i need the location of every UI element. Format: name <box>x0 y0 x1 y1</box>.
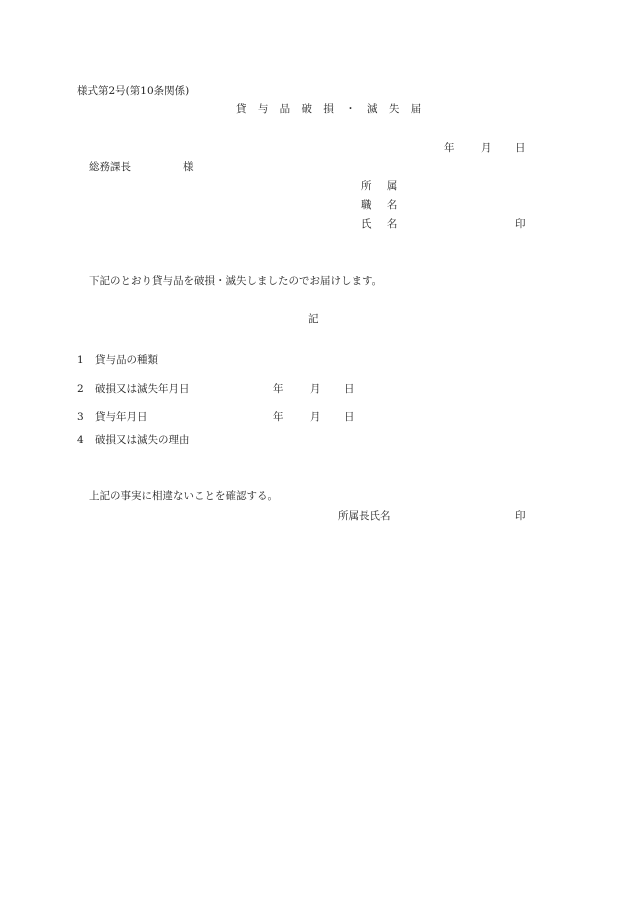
chief-name-label: 所属長氏名 <box>338 510 391 522</box>
item-day-label: 日 <box>344 411 355 423</box>
affiliation-label: 所 属 <box>361 180 404 192</box>
addressee-name: 総務課長 <box>89 161 131 173</box>
position-label: 職 名 <box>361 199 404 211</box>
addressee-honorific: 様 <box>183 161 194 173</box>
item-label: 貸与年月日 <box>95 411 148 423</box>
item-label: 破損又は滅失年月日 <box>95 383 190 395</box>
item-number: 1 <box>77 354 84 366</box>
item-number: 3 <box>77 411 84 423</box>
document-title: 貸 与 品 破 損 ・ 滅 失 届 <box>236 103 426 115</box>
item-day-label: 日 <box>344 383 355 395</box>
item-month-label: 月 <box>310 411 321 423</box>
item-label: 貸与品の種類 <box>95 354 158 366</box>
date-year-label: 年 <box>444 142 455 154</box>
item-year-label: 年 <box>273 411 284 423</box>
confirmation-text: 上記の事実に相違ないことを確認する。 <box>89 490 278 502</box>
item-label: 破損又は滅失の理由 <box>95 434 190 446</box>
body-text: 下記のとおり貸与品を破損・滅失しましたのでお届けします。 <box>89 275 383 287</box>
item-month-label: 月 <box>310 383 321 395</box>
chief-seal-mark: 印 <box>515 510 526 522</box>
item-number: 4 <box>77 434 84 446</box>
item-year-label: 年 <box>273 383 284 395</box>
name-label: 氏 名 <box>361 218 404 230</box>
form-number: 様式第2号(第10条関係) <box>77 85 190 97</box>
date-day-label: 日 <box>515 142 526 154</box>
ki-heading: 記 <box>308 313 319 325</box>
applicant-seal-mark: 印 <box>515 218 526 230</box>
date-month-label: 月 <box>481 142 492 154</box>
item-number: 2 <box>77 383 84 395</box>
